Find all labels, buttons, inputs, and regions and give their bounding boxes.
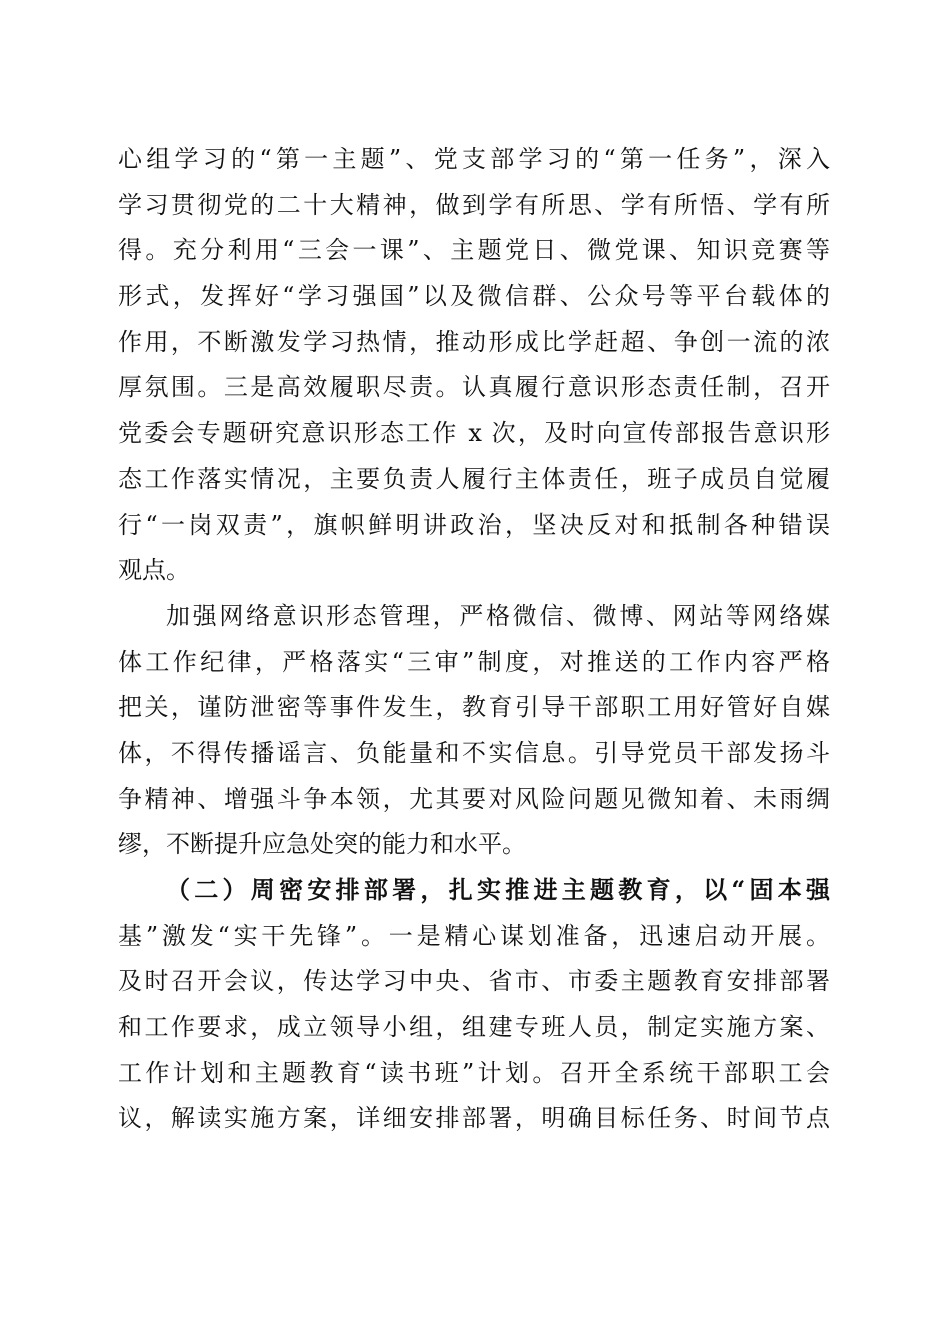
- text-line: 和工作要求，成立领导小组，组建专班人员，制定实施方案、: [118, 1013, 830, 1042]
- text-line: 体，不得传播谣言、负能量和不实信息。引导党员干部发扬斗: [118, 738, 830, 767]
- text-line: 工作计划和主题教育“读书班”计划。召开全系统干部职工会: [118, 1058, 830, 1087]
- text-line: 学习贯彻党的二十大精神，做到学有所思、学有所悟、学有所: [118, 190, 830, 219]
- text-line: 态工作落实情况，主要负责人履行主体责任，班子成员自觉履: [118, 464, 830, 493]
- text-line: 缪，不断提升应急处突的能力和水平。: [118, 830, 526, 859]
- text-line: （二）周密安排部署，扎实推进主题教育，以“固本强: [166, 875, 830, 904]
- text-line: 争精神、增强斗争本领，尤其要对风险问题见微知着、未雨绸: [118, 784, 830, 813]
- text-line: 体工作纪律，严格落实“三审”制度，对推送的工作内容严格: [118, 647, 830, 676]
- text-line: 议，解读实施方案，详细安排部署，明确目标任务、时间节点: [118, 1104, 830, 1133]
- text-line: 及时召开会议，传达学习中央、省市、市委主题教育安排部署: [118, 967, 830, 996]
- text-line: 加强网络意识形态管理，严格微信、微博、网站等网络媒: [166, 601, 830, 630]
- text-line: 观点。: [118, 556, 190, 585]
- text-line: 基”激发“实干先锋”。一是精心谋划准备，迅速启动开展。: [118, 921, 830, 950]
- text-line: 形式，发挥好“学习强国”以及微信群、公众号等平台载体的: [118, 282, 830, 311]
- text-line: 作用，不断激发学习热情，推动形成比学赶超、争创一流的浓: [118, 327, 830, 356]
- text-line: 得。充分利用“三会一课”、主题党日、微党课、知识竞赛等: [118, 236, 830, 265]
- text-line: 党委会专题研究意识形态工作 x 次，及时向宣传部报告意识形: [118, 419, 830, 448]
- text-line: 心组学习的“第一主题”、党支部学习的“第一任务”，深入: [118, 145, 830, 173]
- text-line: 行“一岗双责”，旗帜鲜明讲政治，坚决反对和抵制各种错误: [118, 510, 830, 539]
- body-text: [118, 144, 830, 1149]
- text-line: 厚氛围。三是高效履职尽责。认真履行意识形态责任制，召开: [118, 373, 830, 402]
- text-line: 把关，谨防泄密等事件发生，教育引导干部职工用好管好自媒: [118, 693, 830, 722]
